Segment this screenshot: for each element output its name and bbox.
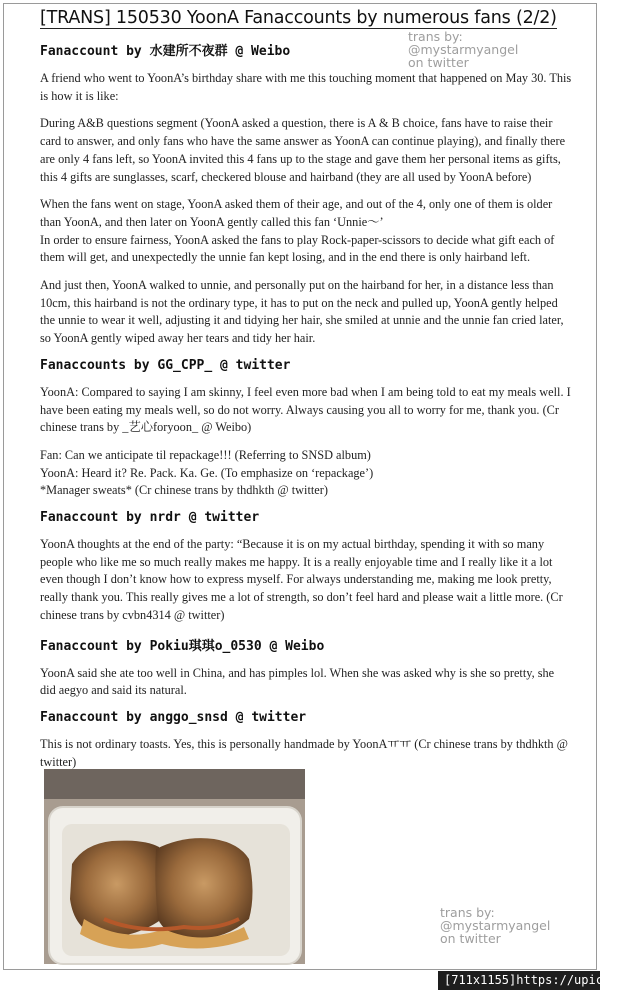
section-heading: Fanaccount by Pokiu琪琪o_0530 @ Weibo <box>40 638 325 654</box>
section-heading: Fanaccount by anggo_snsd @ twitter <box>40 709 307 725</box>
paragraph: A friend who went to YoonA’s birthday share with me this touching moment that happened on May 30. This is how it is like: <box>40 71 572 103</box>
paragraph: YoonA thoughts at the end of the party: “Because it is on my actual birthday, spending it with so many people who like me so much really makes me happy. It is a really enjoyable time and I really like it a lot even though I don’t know how to express myself. For always understanding me, making me look pretty, really thank you. This really gives me a lot of strength, so don’t feel hard and please wait a little more. (Cr chinese trans by cvbn4314 @ twitter) <box>40 537 563 622</box>
paragraph: When the fans went on stage, YoonA asked them of their age, and out of the 4, only one of them is older than YoonA, and then later on YoonA gently called this fan ‘Unnie～’ In order to ensure fairness, YoonA asked the fans to play Rock-paper-scissors to decide what gift each of them will get, and unexpectedly the unnie fan kept losing, and in the end there is only hairband left. <box>40 197 555 265</box>
section-heading: Fanaccount by 水建所不夜群 @ Weibo <box>40 44 291 59</box>
fanaccount-section <box>40 635 572 700</box>
fanaccount-section <box>40 710 572 771</box>
paragraph: This is not ordinary toasts. Yes, this is personally handmade by YoonAㅠㅠ (Cr chinese trans by thdhkth @ twitter) <box>40 736 568 769</box>
toast-photo-image <box>44 769 305 964</box>
paragraph: Fan: Can we anticipate til repackage!!! (Referring to SNSD album) YoonA: Heard it? Re. Pack. Ka. Ge. (To emphasize on ‘repackage’) *Manager sweats* (Cr chinese trans by thdhkth @ twitter) <box>40 447 374 498</box>
image-host-footer: [711x1155]https://upic.me/ <box>438 971 600 990</box>
paragraph: And just then, YoonA walked to unnie, and personally put on the hairband for her, in a distance less than 10cm, this hairband is not the ordinary type, it has to put on the neck and pulled up, YoonA gently helped the unnie to wear it well, adjusting it and tidying her hair, she smiled at unnie and the unnie fan cried later, so YoonA gently wiped away her tears and tidy her hair. <box>40 278 564 346</box>
section-heading: Fanaccounts by GG_CPP_ @ twitter <box>40 357 291 373</box>
page-title: [TRANS] 150530 YoonA Fanaccounts by numerous fans (2/2) <box>40 8 557 28</box>
watermark: trans by: @mystarmyangel on twitter <box>440 905 551 947</box>
document-body <box>40 8 572 781</box>
toast-photo <box>44 769 305 964</box>
fanaccount-section <box>40 40 572 348</box>
section-heading: Fanaccount by nrdr @ twitter <box>40 510 260 526</box>
paragraph: YoonA said she ate too well in China, and has pimples lol. When she was asked why is she so pretty, she did aegyo and said its natural. <box>40 665 555 698</box>
watermark: trans by: @mystarmyangel on twitter <box>408 29 519 71</box>
paragraph: During A&B questions segment (YoonA asked a question, there is A & B choice, fans have to raise their card to answer, and only fans who have the same answer as YoonA can continue playing), and finally there are only 4 fans left, so YoonA invited this 4 fans up to the stage and gave them her personal items as gifts, this 4 gifts are sunglasses, scarf, checkered blouse and hairband (they are all used by YoonA before) <box>40 116 566 184</box>
fanaccount-section <box>40 510 572 625</box>
paragraph: YoonA: Compared to saying I am skinny, I feel even more bad when I am being told to eat my meals well. I have been eating my meals well, so do not worry. Always causing you all to worry for me, thank you. (Cr chinese trans by _艺心foryoon_ @ Weibo) <box>40 384 571 435</box>
fanaccount-section <box>40 358 572 500</box>
